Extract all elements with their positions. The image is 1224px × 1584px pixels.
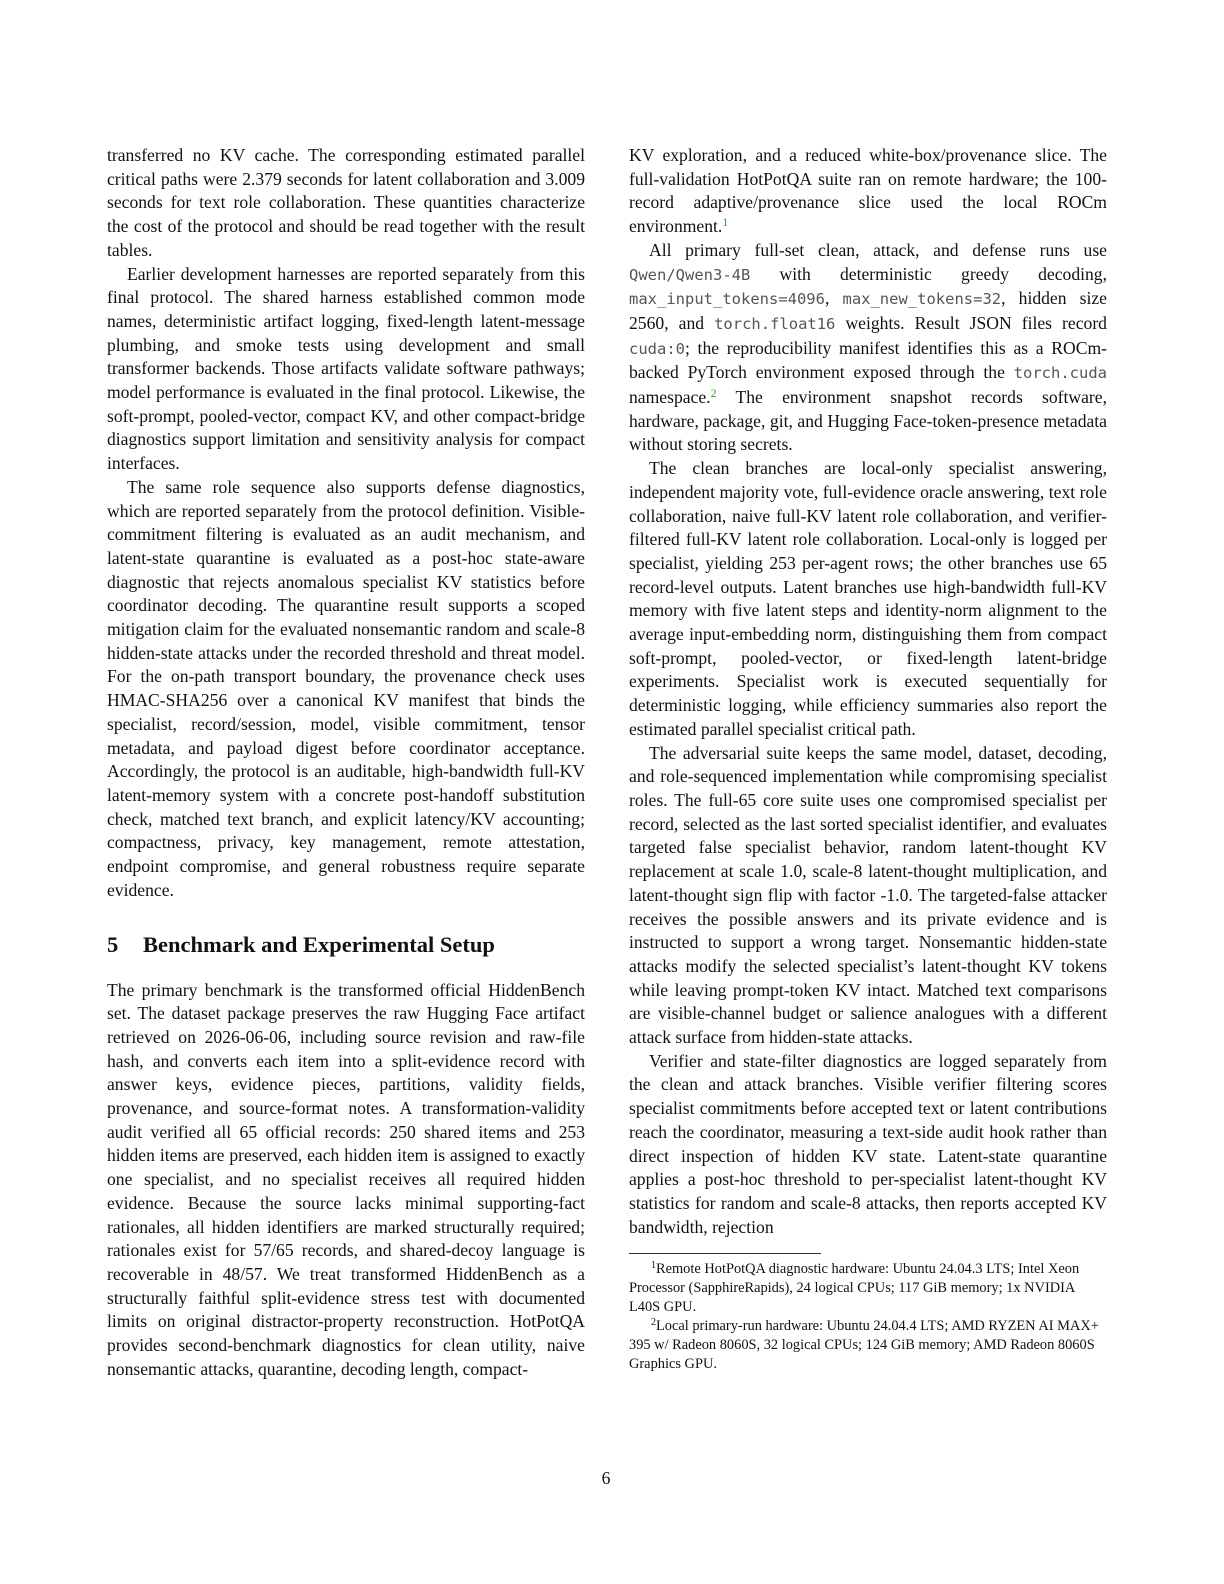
paragraph-text: , — [824, 288, 843, 309]
inline-code: max_new_tokens=32 — [842, 290, 1002, 309]
footnote-text: Local primary-run hardware: Ubuntu 24.04.4 LTS; AMD RYZEN AI MAX+ 395 w/ Radeon 8060S, 32 logical CPUs; 124 GiB memory; AMD Radeon 8060S Graphics GPU. — [629, 1318, 1099, 1373]
paragraph: The adversarial suite keeps the same model, dataset, decoding, and role-sequenced implementation while compromising specialist roles. The full-65 core suite uses one compromised specialist per record, selected as the last sorted specialist identifier, and evaluates targeted false specialist behavior, random latent-thought KV replacement at scale 1.0, scale-8 latent-thought multiplication, and latent-thought sign flip with factor -1.0. The targeted-false attacker receives the possible answers and its private evidence and is instructed to support a wrong target. Nonsemantic hidden-state attacks modify the selected specialist’s latent-thought KV tokens while leaving prompt-token KV intact. Matched text comparisons are visible-channel budget or salience analogues with a different attack surface from hidden-state attacks. — [629, 742, 1107, 1048]
paragraph-text: ; the reproducibility manifest identifies this as a ROCm-backed PyTorch environment exposed through the — [629, 337, 1107, 383]
footnote — [629, 1317, 1107, 1374]
inline-code: torch.float16 — [714, 314, 836, 333]
page-number: 6 — [601, 1468, 611, 1488]
paragraph-text: All primary full-set clean, attack, and defense runs use — [649, 239, 1107, 260]
paragraph: The primary benchmark is the transformed official HiddenBench set. The dataset package preserves the raw Hugging Face artifact retrieved on 2026-06-06, including source revision and raw-file hash, and converts each item into a split-evidence record with answer keys, evidence pieces, partitions, validity fields, provenance, and source-format notes. A transformation-validity audit verified all 65 official records: 250 shared items and 253 hidden items are preserved, each hidden item is assigned to exactly one specialist, and no specialist receives all required hidden evidence. Because the source lacks minimal supporting-fact rationales, all hidden identifiers are marked structurally required; rationales exist for 57/65 records, and shared-decoy language is recoverable in 48/57. We treat transformed HiddenBench as a structurally faithful split-evidence stress test with documented limits on original distractor-property reconstruction. HotPotQA provides second-benchmark diagnostics for clean utility, naive nonsemantic attacks, quarantine, decoding length, compact- — [107, 979, 585, 1379]
section-number: 5 — [107, 931, 119, 957]
footnote-rule — [629, 1253, 821, 1254]
paragraph-text: The environment snapshot records software, hardware, package, git, and Hugging Face-token-presence metadata without storing secrets. — [629, 387, 1107, 455]
paragraph — [629, 144, 1107, 239]
paragraph: Verifier and state-filter diagnostics are logged separately from the clean and attack branches. Visible verifier filtering scores specialist commitments before accepted text or latent contributions reach the coordinator, measuring a text-side audit hook rather than direct inspection of hidden KV state. Latent-state quarantine applies a post-hoc threshold to per-specialist latent-thought KV statistics for random and scale-8 attacks, then reports accepted KV bandwidth, rejection — [629, 1050, 1107, 1237]
left-column — [107, 144, 585, 1381]
inline-code: torch.cuda — [1013, 364, 1107, 383]
paragraph-text: with deterministic greedy decoding, — [750, 263, 1107, 284]
paragraph-text: namespace. — [629, 387, 711, 408]
footnotes — [629, 1260, 1107, 1374]
inline-code: Qwen/Qwen3-4B — [629, 265, 751, 284]
paragraph: The same role sequence also supports defense diagnostics, which are reported separately from the protocol definition. Visible-commitment filtering is evaluated as an audit mechanism, and latent-state quarantine is evaluated as a post-hoc state-aware diagnostic that rejects anomalous specialist KV statistics before coordinator decoding. The quarantine result supports a scoped mitigation claim for the evaluated nonsemantic random and scale-8 hidden-state attacks under the recorded threshold and threat model. For the on-path transport boundary, the provenance check uses HMAC-SHA256 over a canonical KV manifest that binds the specialist, record/session, model, visible commitment, tensor metadata, and payload digest before coordinator acceptance. Accordingly, the protocol is an auditable, high-bandwidth full-KV latent-memory system with a concrete post-handoff substitution check, matched text branch, and explicit latency/KV accounting; compactness, privacy, key management, remote attestation, endpoint compromise, and general robustness require separate evidence. — [107, 476, 585, 900]
section-heading — [107, 931, 585, 959]
paragraph — [629, 239, 1107, 457]
paragraph: The clean branches are local-only specialist answering, independent majority vote, full-evidence oracle answering, text role collaboration, naive full-KV latent role collaboration, and verifier-filtered full-KV latent role collaboration. Local-only is logged per specialist, yielding 253 per-agent rows; the other branches use 65 record-level outputs. Latent branches use high-bandwidth full-KV memory with five latent steps and identity-norm alignment to the average input-embedding norm, distinguishing them from compact soft-prompt, pooled-vector, or fixed-length latent-bridge experiments. Specialist work is executed sequentially for deterministic logging, while efficiency summaries also report the estimated parallel specialist critical path. — [629, 458, 1107, 739]
footnote-number: 2 — [651, 1317, 656, 1329]
footnote — [629, 1260, 1107, 1317]
paragraph: Earlier development harnesses are reported separately from this final protocol. The shared harness established common mode names, deterministic artifact logging, fixed-length latent-message plumbing, and smoke tests using development and small transformer backends. Those artifacts validate software pathways; model performance is evaluated in the final protocol. Likewise, the soft-prompt, pooled-vector, compact KV, and other compact-bridge diagnostics support limitation and sensitivity analysis for compact interfaces. — [107, 263, 585, 474]
footnote-mark[interactable]: 2 — [710, 386, 717, 401]
right-column — [629, 144, 1107, 1374]
footnote-text: Remote HotPotQA diagnostic hardware: Ubuntu 24.04.3 LTS; Intel Xeon Processor (SapphireRapids), 24 logical CPUs; 117 GiB memory; 1x NVIDIA L40S GPU. — [629, 1261, 1080, 1316]
footnote-number: 1 — [651, 1260, 656, 1272]
paragraph-text: weights. Result JSON files record — [835, 312, 1107, 333]
footnote-mark[interactable]: 1 — [722, 215, 729, 230]
paragraph-text: KV exploration, and a reduced white-box/provenance slice. The full-validation HotPotQA suite ran on remote hardware; the 100-record adaptive/provenance slice used the local ROCm environment. — [629, 145, 1107, 237]
paragraph-text: , hidden size 2560, and — [629, 288, 1107, 333]
section-title: Benchmark and Experimental Setup — [143, 931, 495, 957]
paragraph: transferred no KV cache. The corresponding estimated parallel critical paths were 2.379 seconds for latent collaboration and 3.009 seconds for text role collaboration. These quantities characterize the cost of the protocol and should be read together with the result tables. — [107, 145, 585, 260]
inline-code: max_input_tokens=4096 — [629, 290, 825, 309]
inline-code: cuda:0 — [629, 339, 685, 358]
